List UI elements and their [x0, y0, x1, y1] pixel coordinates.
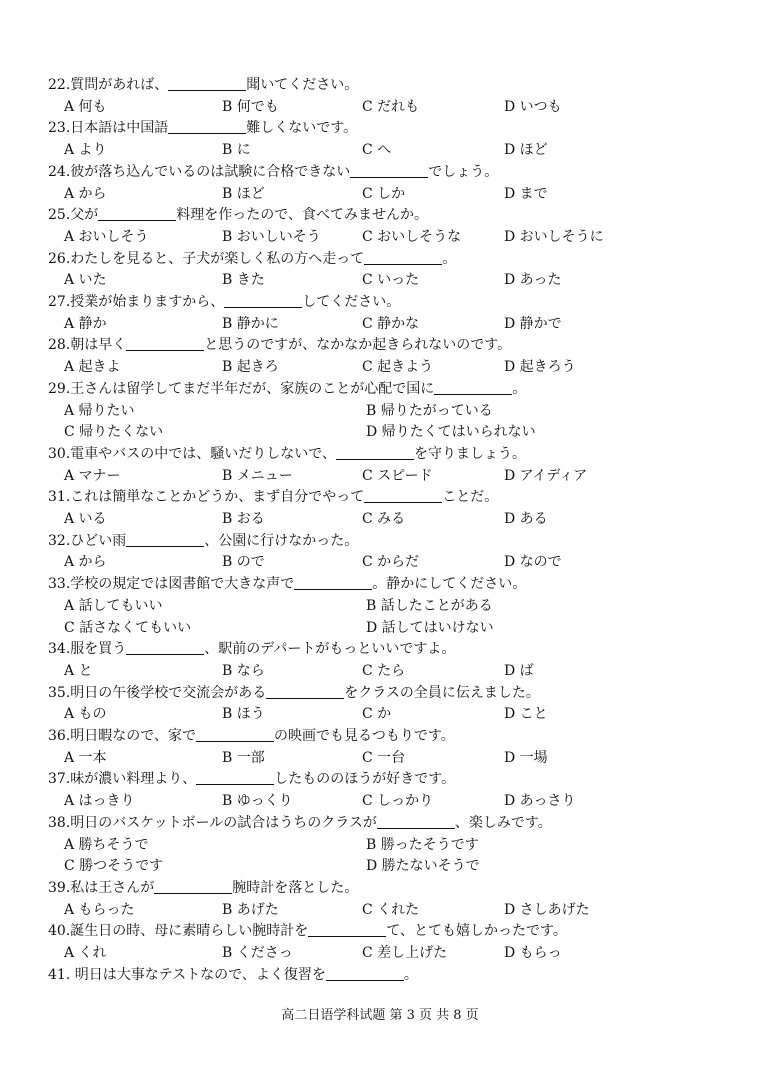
answer-option: C 帰りたくない	[64, 424, 164, 441]
answer-blank	[98, 206, 176, 221]
options-row	[64, 271, 724, 289]
options-row	[64, 185, 724, 203]
question-text-after-blank: と思うのですが、なかなか起きられないのです。	[204, 337, 512, 354]
answer-option: C みる	[362, 511, 406, 527]
question-text-after-blank: 。静かにしてください。	[372, 576, 527, 593]
question-text-after-blank: 、楽しみです。	[454, 814, 552, 831]
question-text-after-blank: 。	[403, 966, 418, 983]
answer-option: C か	[362, 706, 392, 723]
page-footer: 高二日语学科试题 第 3 页 共 8 页	[281, 1008, 479, 1023]
answer-option: D ほど	[504, 142, 548, 159]
question-text-after-blank: 聞いてください。	[246, 77, 359, 93]
answer-blank	[326, 966, 404, 981]
question-text: 36.明日暇なので、家で	[48, 728, 196, 744]
answer-option: C からだ	[362, 554, 420, 571]
question-line	[48, 119, 357, 137]
options-row	[64, 423, 724, 441]
question-text-after-blank: をクラスの全員に伝えました。	[344, 684, 540, 701]
question-text: 35.明日の午後学校で交流会がある	[48, 684, 267, 701]
answer-option: B きた	[222, 272, 265, 289]
options-row	[64, 141, 724, 159]
answer-option: A 勝ちそうで	[64, 836, 149, 853]
answer-option: D ば	[504, 662, 534, 679]
answer-option: C 話さなくてもいい	[64, 619, 192, 636]
question-text-after-blank: 難しくないです。	[246, 120, 358, 137]
answer-option: A いた	[64, 272, 107, 289]
options-row	[64, 98, 724, 116]
question-line	[48, 76, 358, 94]
answer-option: D アイディア	[504, 467, 588, 484]
answer-option: D 起きろう	[504, 359, 576, 376]
question-text-after-blank: の映画でも見るつもりです。	[273, 728, 455, 744]
question-line	[48, 922, 567, 940]
answer-option: B 勝ったそうです	[366, 836, 479, 853]
options-row	[64, 597, 724, 615]
answer-option: A より	[64, 142, 107, 159]
answer-option: D まで	[504, 185, 548, 202]
answer-option: C 静かな	[362, 315, 420, 332]
options-row	[64, 510, 724, 528]
answer-option: D あった	[504, 272, 562, 289]
question-text-after-blank: したもののほうが好きです。	[274, 771, 456, 788]
answer-option: D おいしそうに	[504, 228, 604, 245]
answer-option: B 何でも	[222, 98, 279, 115]
answer-option: A マナー	[64, 467, 121, 484]
question-line	[48, 770, 455, 788]
answer-option: B くださっ	[222, 945, 293, 961]
question-text-after-blank: 、駅前のデパートがもっといいですよ。	[204, 641, 456, 658]
question-text-after-blank: でしょう。	[428, 163, 499, 180]
options-row	[64, 705, 724, 723]
answer-option: D 帰りたくてはいられない	[366, 424, 536, 441]
answer-option: C いった	[362, 272, 420, 289]
answer-option: C だれも	[362, 98, 420, 115]
answer-blank	[308, 922, 386, 937]
question-text: 40.誕生日の時、母に素晴らしい腕時計を	[48, 923, 309, 940]
answer-option: C スピード	[362, 467, 433, 484]
question-text: 31.これは簡単なことかどうか、まず自分でやって	[48, 489, 365, 506]
options-row	[64, 358, 724, 376]
question-line	[48, 445, 526, 463]
question-text: 29.王さんは留学してまだ半年だが、家族のことが心配で国に	[48, 380, 435, 397]
answer-option: B ので	[222, 554, 265, 571]
answer-option: A から	[64, 185, 107, 202]
answer-option: A 静か	[64, 315, 107, 332]
answer-option: C 差し上げた	[362, 945, 448, 961]
question-text: 30.電車やバスの中では、騒いだりしないで、	[48, 445, 336, 462]
options-row	[64, 619, 724, 637]
answer-blank	[294, 575, 372, 590]
answer-blank	[126, 336, 204, 351]
question-text: 28.朝は早く	[48, 337, 127, 354]
question-text-after-blank: 、公園に行けなかった。	[204, 532, 359, 549]
answer-blank	[154, 879, 232, 894]
answer-option: C しか	[362, 185, 406, 202]
question-text-after-blank: 腕時計を落とした。	[232, 879, 359, 896]
options-row	[64, 467, 724, 485]
answer-option: D なので	[504, 554, 562, 571]
question-text: 39.私は王さんが	[48, 879, 155, 896]
answer-option: C しっかり	[362, 793, 434, 810]
answer-option: A 一本	[64, 749, 107, 766]
answer-option: B 一部	[222, 749, 265, 766]
options-row	[64, 662, 724, 680]
question-line	[48, 640, 455, 658]
options-row	[64, 228, 724, 246]
answer-blank	[126, 640, 204, 655]
options-row	[64, 553, 724, 571]
question-text-after-blank: て、とても嬉しかったです。	[386, 923, 567, 940]
answer-option: B メニュー	[222, 467, 293, 484]
answer-option: C おいしそうな	[362, 228, 462, 245]
answer-option: D 勝たないそうで	[366, 858, 480, 875]
question-text-after-blank: ことだ。	[442, 489, 499, 506]
answer-option: D 話してはいけない	[366, 619, 494, 636]
answer-blank	[364, 488, 442, 503]
answer-option: D 一場	[504, 749, 548, 766]
question-text: 32.ひどい雨	[48, 532, 127, 549]
question-line	[48, 380, 526, 398]
question-line	[48, 163, 498, 181]
answer-option: A 話してもいい	[64, 597, 163, 614]
question-line	[48, 336, 511, 354]
question-text-after-blank: してください。	[302, 294, 401, 310]
answer-option: A いる	[64, 511, 107, 527]
question-line	[48, 293, 400, 311]
answer-option: B に	[222, 142, 251, 159]
answer-option: A 起きよ	[64, 359, 121, 376]
question-line	[48, 488, 498, 506]
question-text-after-blank: を守りましょう。	[413, 445, 526, 462]
question-text-after-blank: 料理を作ったので、食べてみませんか。	[176, 207, 428, 224]
question-line	[48, 966, 418, 984]
answer-blank	[126, 532, 204, 547]
question-text: 22.質問があれば、	[48, 77, 169, 93]
answer-option: A もの	[64, 706, 107, 723]
question-text: 34.服を買う	[48, 641, 127, 658]
question-text: 27.授業が始まりますから、	[48, 294, 225, 310]
answer-blank	[224, 293, 302, 308]
question-line	[48, 879, 358, 897]
answer-option: B 起きろ	[222, 359, 279, 376]
answer-option: D 静かで	[504, 315, 562, 332]
answer-blank	[266, 684, 344, 699]
answer-blank	[196, 770, 274, 785]
question-text: 24.彼が落ち込んでいるのは試験に合格できない	[48, 163, 351, 180]
options-row	[64, 315, 724, 333]
answer-option: B おる	[222, 511, 265, 527]
answer-option: D もらっ	[504, 945, 562, 961]
options-row	[64, 749, 724, 767]
answer-blank	[196, 727, 274, 742]
answer-option: C 一台	[362, 749, 406, 766]
question-line	[48, 727, 455, 745]
answer-blank	[336, 445, 414, 460]
question-text-after-blank: 。	[512, 380, 527, 397]
answer-blank	[364, 250, 442, 265]
answer-option: C 勝つそうです	[64, 858, 164, 875]
answer-blank	[434, 380, 512, 395]
answer-blank	[168, 119, 246, 134]
question-text: 23.日本語は中国語	[48, 120, 169, 137]
answer-blank	[168, 76, 246, 91]
answer-option: B 帰りたがっている	[366, 402, 493, 419]
question-text: 38.明日のバスケットボールの試合はうちのクラスが	[48, 814, 377, 831]
answer-option: A もらった	[64, 901, 135, 918]
question-line	[48, 206, 428, 224]
answer-option: D ある	[504, 511, 548, 527]
answer-option: B おいしいそう	[222, 228, 321, 245]
answer-option: C へ	[362, 142, 392, 159]
answer-option: B ほう	[222, 706, 265, 723]
answer-option: A 何も	[64, 98, 107, 115]
answer-option: B ほど	[222, 185, 265, 202]
question-text: 33.学校の規定では図書館で大きな声で	[48, 576, 295, 593]
question-text: 41. 明日は大事なテストなので、よく復習を	[48, 966, 326, 983]
question-line	[48, 575, 526, 593]
answer-option: D こと	[504, 706, 548, 723]
options-row	[64, 857, 724, 875]
answer-option: B あげた	[222, 901, 279, 918]
options-row	[64, 792, 724, 810]
question-text: 37.味が濃い料理より、	[48, 771, 197, 788]
question-text: 26.わたしを見ると、子犬が楽しく私の方へ走って	[48, 250, 365, 267]
question-line	[48, 814, 552, 832]
answer-option: C 起きよう	[362, 359, 434, 376]
answer-option: A 帰りたい	[64, 402, 135, 419]
answer-blank	[377, 814, 455, 829]
question-line	[48, 532, 358, 550]
question-text: 25.父が	[48, 207, 99, 224]
answer-option: D さしあげた	[504, 901, 590, 918]
question-line	[48, 684, 540, 702]
answer-blank	[350, 163, 428, 178]
answer-option: C くれた	[362, 901, 420, 918]
answer-option: A と	[64, 662, 93, 679]
question-line	[48, 250, 456, 268]
answer-option: B 話したことがある	[366, 597, 493, 614]
answer-option: B 静かに	[222, 315, 279, 332]
answer-option: A くれ	[64, 945, 107, 961]
options-row	[64, 901, 724, 919]
options-row	[64, 402, 724, 420]
answer-option: D いつも	[504, 98, 562, 115]
answer-option: A はっきり	[64, 793, 135, 810]
question-text-after-blank: 。	[442, 250, 457, 267]
answer-option: A おいしそう	[64, 228, 149, 245]
answer-option: C たら	[362, 662, 406, 679]
answer-option: D あっさり	[504, 793, 576, 810]
answer-option: A から	[64, 554, 107, 571]
answer-option: B ゆっくり	[222, 793, 293, 810]
options-row	[64, 944, 724, 962]
options-row	[64, 836, 724, 854]
answer-option: B なら	[222, 662, 265, 679]
